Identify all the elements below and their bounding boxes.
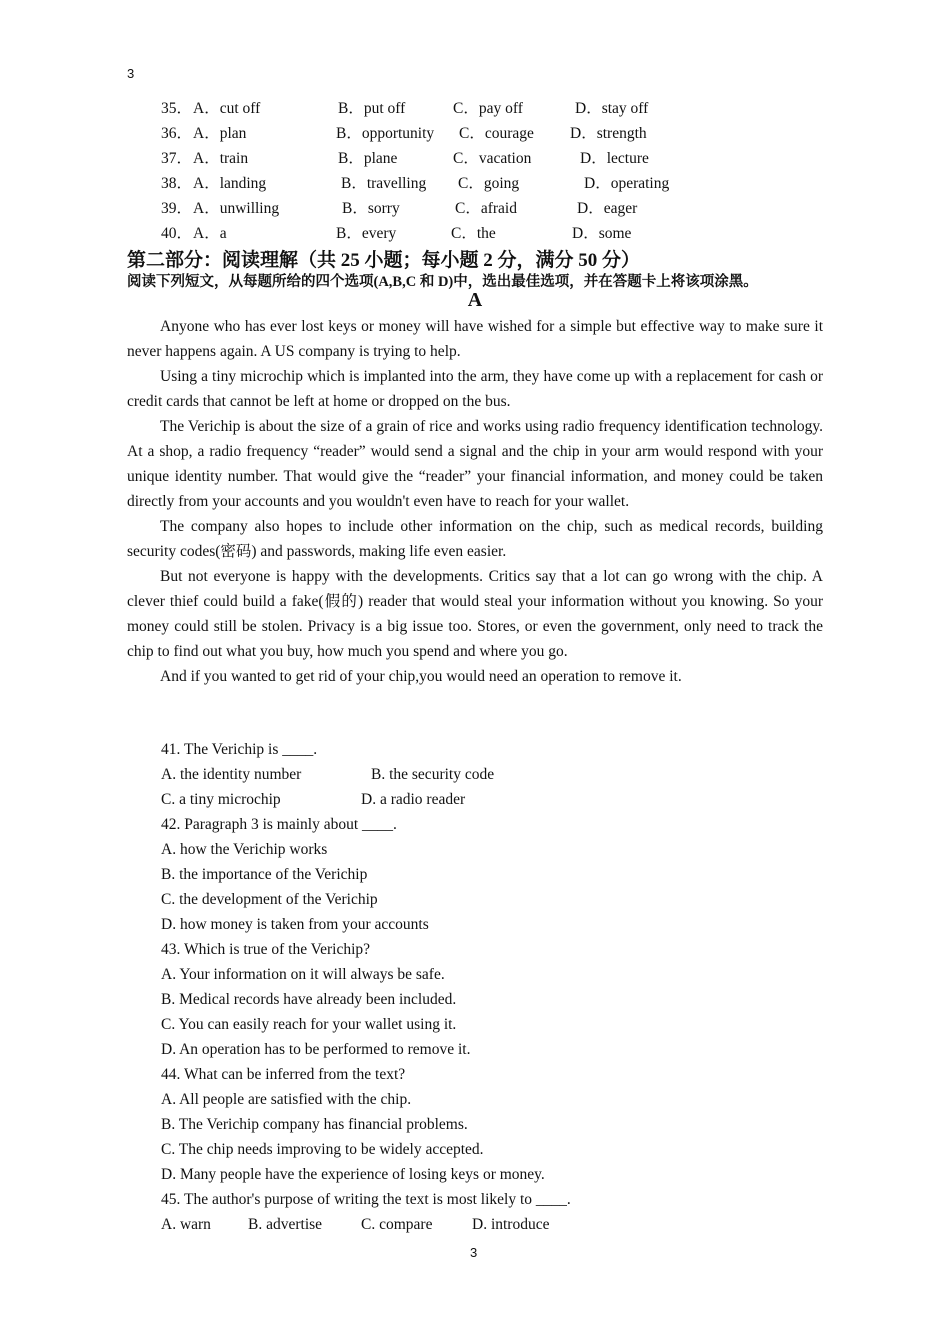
- option-d: D．some: [572, 225, 632, 242]
- option-c: C. The chip needs improving to be widely accepted.: [161, 1141, 484, 1158]
- paragraph: The Verichip is about the size of a grain of rice and works using radio frequency identification technology. At a shop, a radio frequency “reader” would send a signal and the chip in your arm would respond with your unique identity number. That would give the “reader” your financial information, and money could be taken directly from your accounts and you wouldn't even have to reach for your wallet.: [127, 418, 823, 510]
- option-c: C．afraid: [455, 200, 517, 217]
- paragraph: But not everyone is happy with the developments. Critics say that a lot can go wrong with the chip. A clever thief could build a fake(假的) reader that would steal your information without you knowing. So your money could still be stolen. Privacy is a big issue too. Stores, or even the government, only need to track the chip to find out what you buy, how much you spend and where you go.: [127, 568, 823, 660]
- option-a: A．a: [193, 225, 227, 242]
- option-line: [161, 762, 821, 787]
- page-number-bottom: 3: [470, 1245, 478, 1260]
- paragraph: Anyone who has ever lost keys or money will have wished for a simple but effective way to make sure it never happens again. A US company is trying to help.: [127, 318, 823, 360]
- option-d: D. a radio reader: [361, 791, 466, 808]
- option-a: A．landing: [193, 175, 267, 192]
- option-b: B．travelling: [341, 175, 427, 192]
- questions: [161, 737, 821, 1237]
- option-d: D．lecture: [580, 150, 649, 167]
- option-b: B．every: [336, 225, 397, 242]
- option-b: B. the security code: [371, 766, 495, 783]
- option-a: A. All people are satisfied with the chip.: [161, 1091, 412, 1108]
- question-number: 35．: [161, 100, 193, 117]
- question-number: 37．: [161, 150, 193, 167]
- paragraph: The company also hopes to include other information on the chip, such as medical records, building security codes(密码) and passwords, making life even easier.: [127, 518, 823, 560]
- question-number: 40．: [161, 225, 193, 242]
- option-c: C. the development of the Verichip: [161, 891, 378, 908]
- option-d: D．eager: [577, 200, 638, 217]
- option-c: C. a tiny microchip: [161, 791, 281, 808]
- option-b: B．plane: [338, 150, 398, 167]
- section-title: 第二部分：阅读理解（共 25 小题；每小题 2 分，满分 50 分）: [127, 250, 641, 271]
- option-a: A. how the Verichip works: [161, 841, 328, 858]
- option-a: A．train: [193, 150, 249, 167]
- question-stem: 44. What can be inferred from the text?: [161, 1066, 406, 1083]
- passage-label: A: [467, 289, 483, 311]
- option-d: D. An operation has to be performed to remove it.: [161, 1041, 471, 1058]
- paragraph: And if you wanted to get rid of your chip,you would need an operation to remove it.: [160, 668, 682, 685]
- option-b: B. Medical records have already been included.: [161, 991, 457, 1008]
- question-stem: 41. The Verichip is ____.: [161, 741, 318, 758]
- option-b: B．put off: [338, 100, 406, 117]
- option-d: D．stay off: [575, 100, 649, 117]
- option-d: D. Many people have the experience of losing keys or money.: [161, 1166, 545, 1183]
- paragraph: Using a tiny microchip which is implanted into the arm, they have come up with a replacement for cash or credit cards that cannot be left at home or dropped on the bus.: [127, 368, 823, 410]
- option-c: C．pay off: [453, 100, 523, 117]
- option-b: B. advertise: [248, 1216, 323, 1233]
- option-c: C．courage: [459, 125, 534, 142]
- option-line: [161, 787, 821, 812]
- question-number: 38．: [161, 175, 193, 192]
- page-number-top: 3: [127, 66, 135, 81]
- option-a: A．plan: [193, 125, 247, 142]
- question-stem: 42. Paragraph 3 is mainly about ____.: [161, 816, 397, 833]
- option-b: B．opportunity: [336, 125, 435, 142]
- option-a: A．cut off: [193, 100, 261, 117]
- option-c: C．the: [451, 225, 496, 242]
- option-a: A. the identity number: [161, 766, 302, 783]
- section-instruction: 阅读下列短文，从每题所给的四个选项(A,B,C 和 D)中，选出最佳选项，并在答题卡上将该项涂黑。: [127, 274, 758, 290]
- option-a: A. warn: [161, 1216, 211, 1233]
- option-a: A．unwilling: [193, 200, 280, 217]
- option-d: D．strength: [570, 125, 647, 142]
- question-number: 39．: [161, 200, 193, 217]
- option-c: C．vacation: [453, 150, 532, 167]
- option-b: B．sorry: [342, 200, 400, 217]
- reading-passage: [127, 314, 823, 689]
- question-stem: 45. The author's purpose of writing the text is most likely to ____.: [161, 1191, 571, 1208]
- option-c: C. You can easily reach for your wallet using it.: [161, 1016, 457, 1033]
- option-line: [161, 1212, 821, 1237]
- option-b: B. the importance of the Verichip: [161, 866, 368, 883]
- option-c: C．going: [458, 175, 520, 192]
- question-stem: 43. Which is true of the Verichip?: [161, 941, 371, 958]
- option-d: D．operating: [584, 175, 670, 192]
- option-b: B. The Verichip company has financial problems.: [161, 1116, 468, 1133]
- option-d: D. how money is taken from your accounts: [161, 916, 429, 933]
- option-c: C. compare: [361, 1216, 433, 1233]
- option-a: A. Your information on it will always be safe.: [161, 966, 445, 983]
- question-number: 36．: [161, 125, 193, 142]
- option-d: D. introduce: [472, 1216, 550, 1233]
